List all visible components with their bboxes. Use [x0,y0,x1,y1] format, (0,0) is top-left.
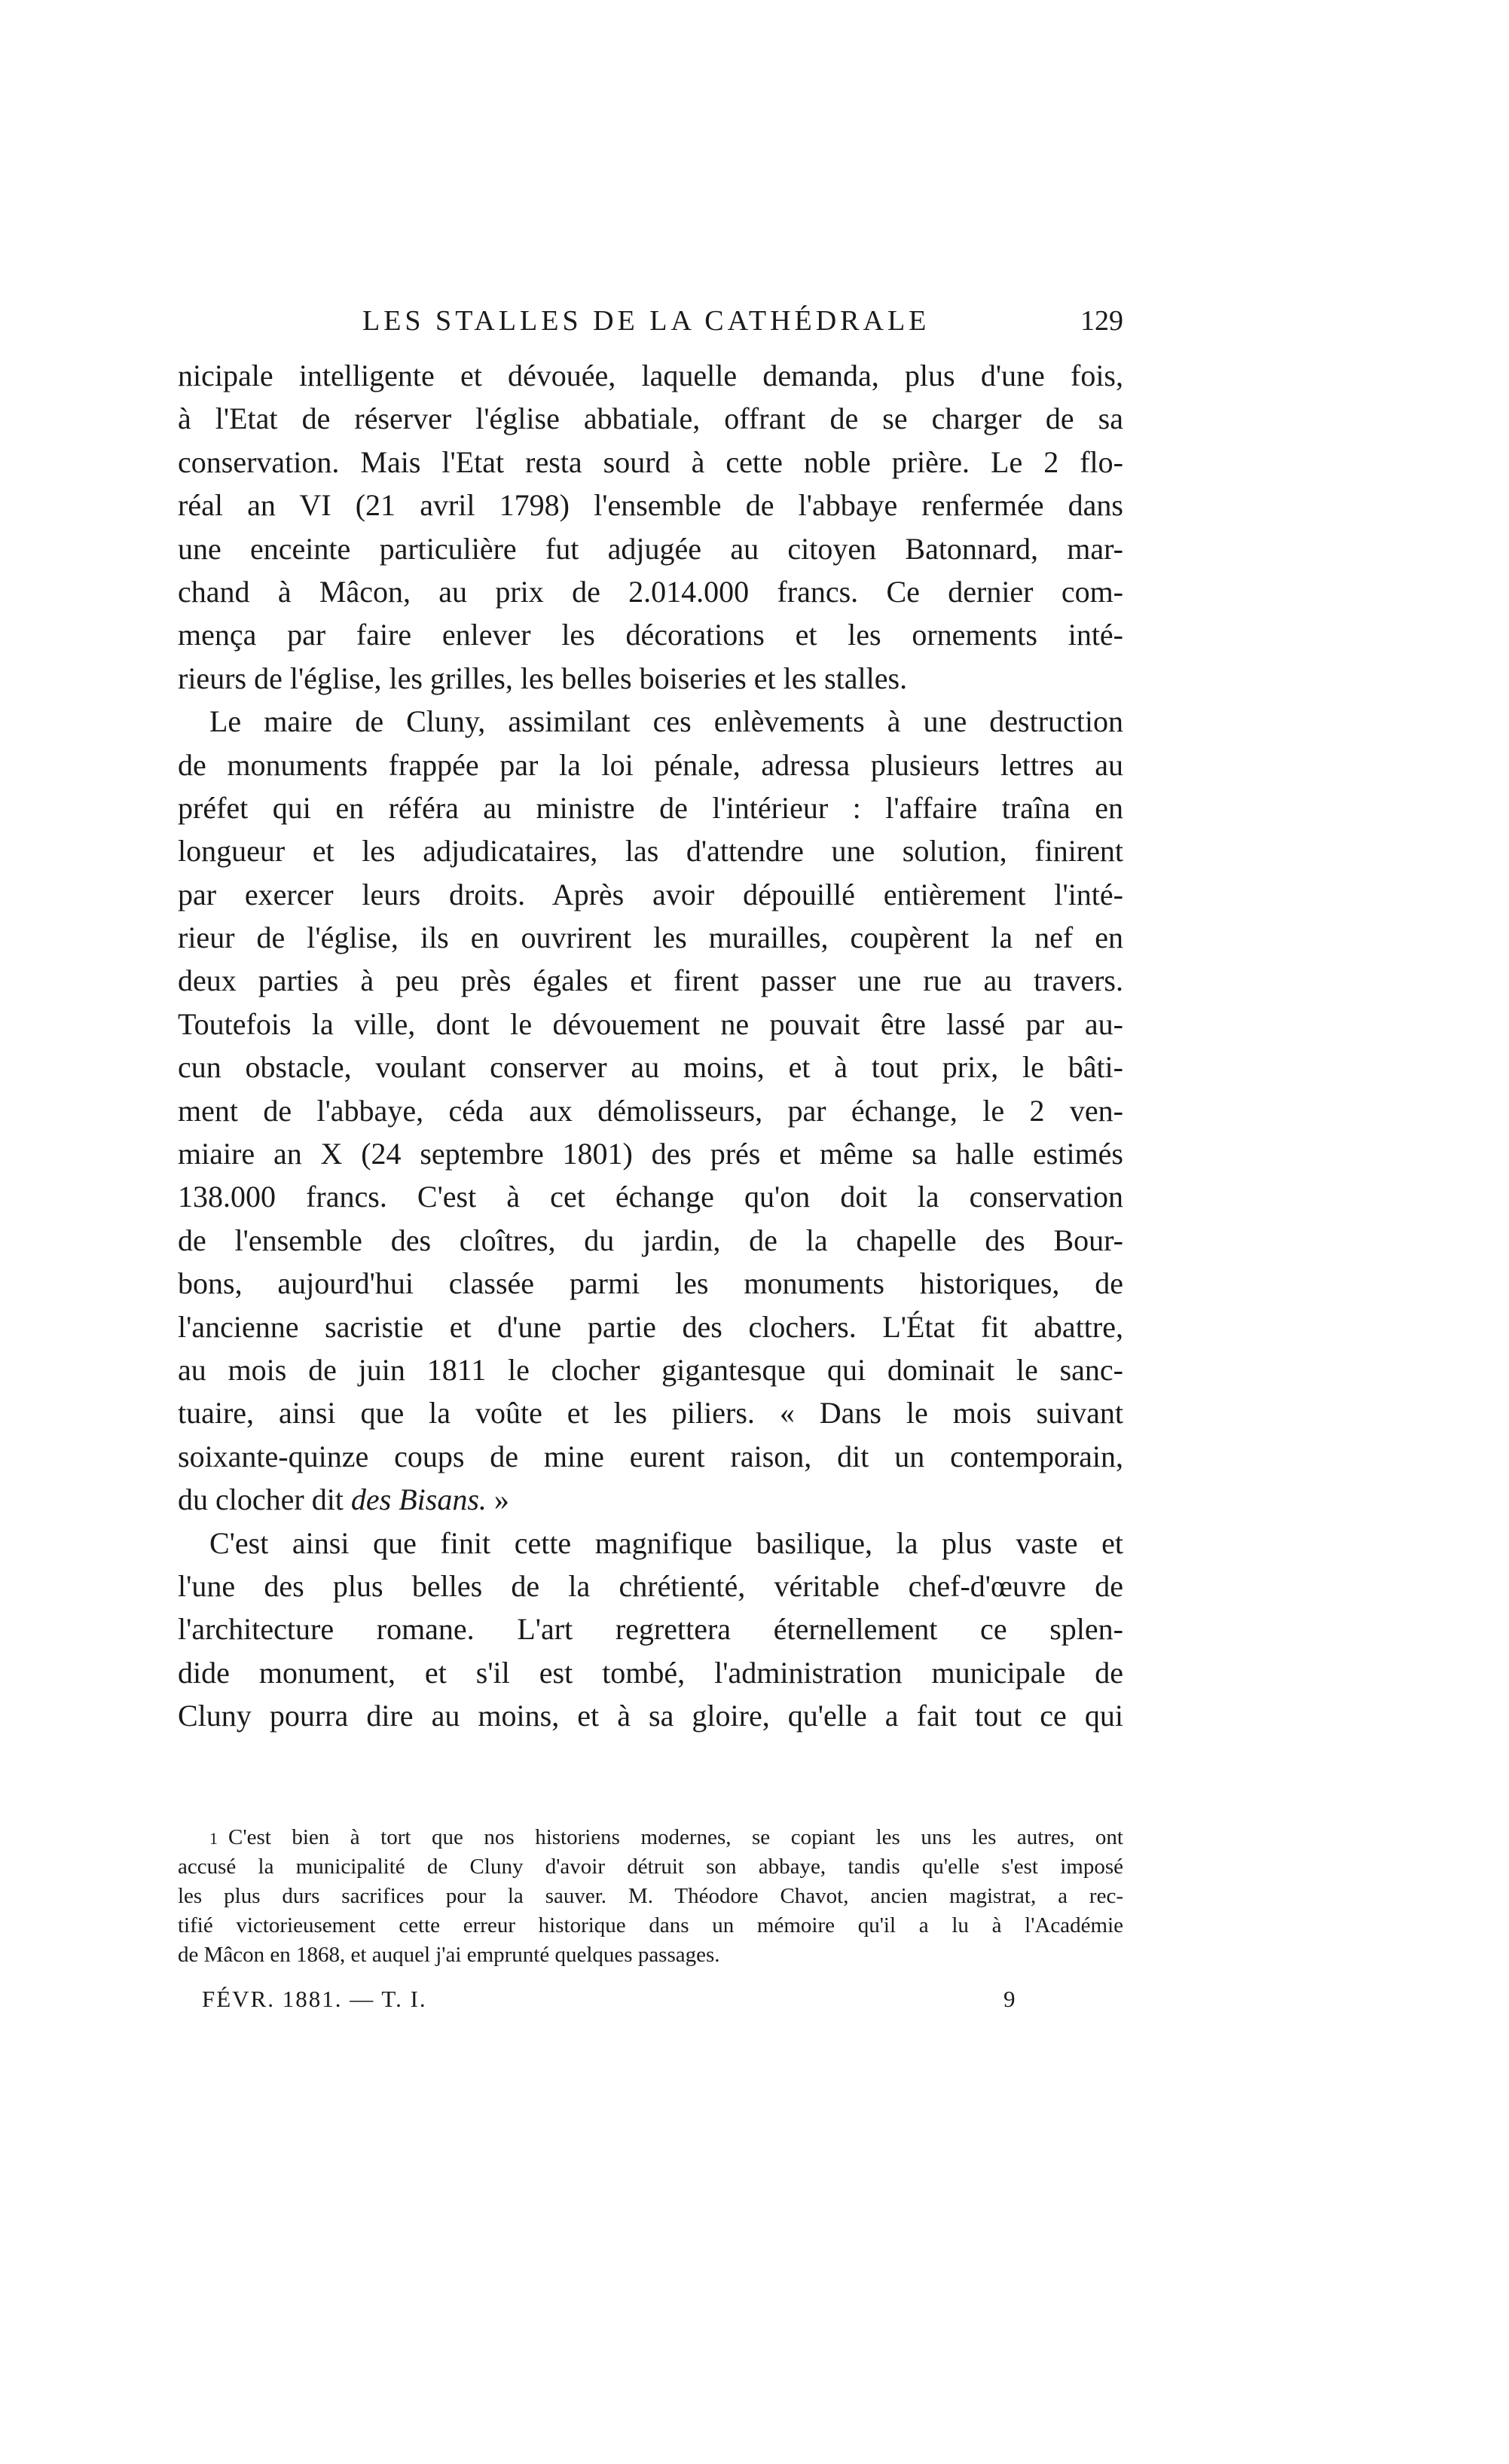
text-line: deux parties à peu près égales et firent passer une rue au travers. [178,963,1123,998]
text-line: bons, aujourd'hui classée parmi les monuments historiques, de [178,1266,1123,1301]
text-line: une enceinte particulière fut adjugée au citoyen Batonnard, mar- [178,531,1123,566]
footnote-line: accusé la municipalité de Cluny d'avoir détruit son abbaye, tandis qu'elle s'est imposé [178,1855,1123,1879]
italic-title: des Bisans. [350,1482,487,1517]
text-line: réal an VI (21 avril 1798) l'ensemble de l'abbaye renfermée dans [178,488,1123,523]
footnote-line [178,1823,1123,1852]
text-line: rieur de l'église, ils en ouvrirent les murailles, coupèrent la nef en [178,921,1123,955]
text-line: l'ancienne sacristie et d'une partie des clochers. L'État fit abattre, [178,1309,1123,1344]
text-line: à l'Etat de réserver l'église abbatiale, offrant de se charger de sa [178,402,1123,436]
text-line: au mois de juin 1811 le clocher gigantesque qui dominait le sanc- [178,1352,1123,1387]
text-line: 138.000 francs. C'est à cet échange qu'on doit la conservation [178,1180,1123,1214]
text-line: Le maire de Cluny, assimilant ces enlèvements à une destruction [209,704,1123,739]
text-line: chand à Mâcon, au prix de 2.014.000 francs. Ce dernier com- [178,574,1123,609]
text-line: C'est ainsi que finit cette magnifique basilique, la plus vaste et [209,1525,1123,1560]
text-fragment: du clocher dit [178,1482,344,1517]
text-line: nicipale intelligente et dévouée, laquelle demanda, plus d'une fois, [178,359,1123,392]
text-line: dide monument, et s'il est tombé, l'administration municipale de [178,1655,1123,1690]
footnote-text: C'est bien à tort que nos historiens modernes, se copiant les uns les autres, ont [228,1825,1123,1849]
text-line: ment de l'abbaye, céda aux démolisseurs, par échange, le 2 ven- [178,1093,1123,1128]
text-line: de l'ensemble des cloîtres, du jardin, de la chapelle des Bour- [178,1223,1123,1257]
text-line: miaire an X (24 septembre 1801) des prés et même sa halle estimés [178,1137,1123,1171]
text-line: l'architecture romane. L'art regrettera éternellement ce splen- [178,1612,1123,1647]
footnote [178,1823,1123,1970]
text-line: l'une des plus belles de la chrétienté, véritable chef-d'œuvre de [178,1568,1123,1603]
footnote-line: les plus durs sacrifices pour la sauver. M. Théodore Chavot, ancien magistrat, a rec- [178,1884,1123,1908]
text-line: rieurs de l'église, les grilles, les belles boiseries et les stalles. [178,661,908,695]
body-text [178,354,1123,1738]
text-line: longueur et les adjudicataires, las d'attendre une solution, finirent [178,834,1123,869]
text-line: soixante-quinze coups de mine eurent raison, dit un contemporain, [178,1439,1123,1473]
text-line: mença par faire enlever les décorations et les ornements inté- [178,618,1123,652]
running-head [178,304,1123,350]
text-line: Cluny pourra dire au moins, et à sa gloire, qu'elle a fait tout ce qui [178,1699,1123,1733]
footnote-line: de Mâcon en 1868, et auquel j'ai emprunté quelques passages. [178,1943,720,1967]
text-line: cun obstacle, voulant conserver au moins, et à tout prix, le bâti- [178,1050,1123,1085]
text-line: tuaire, ainsi que la voûte et les piliers. « Dans le mois suivant [178,1396,1123,1430]
text-line: préfet qui en référa au ministre de l'intérieur : l'affaire traîna en [178,790,1123,825]
printer-signature: FÉVR. 1881. — T. I. [202,1986,427,2012]
sheet-mark: 9 [1003,1986,1016,2012]
running-title: LES STALLES DE LA CATHÉDRALE [362,305,930,337]
closing-quote: » [493,1482,509,1517]
footnote-mark: 1 [209,1829,218,1848]
footnote-line: tifié victorieusement cette erreur historique dans un mémoire qu'il a lu à l'Académie [178,1913,1123,1937]
page-number: 129 [1080,305,1123,337]
text-line: Toutefois la ville, dont le dévouement ne pouvait être lassé par au- [178,1006,1123,1041]
text-line: conservation. Mais l'Etat resta sourd à cette noble prière. Le 2 flo- [178,444,1123,479]
text-line: de monuments frappée par la loi pénale, adressa plusieurs lettres au [178,747,1123,782]
text-line [178,1478,1123,1521]
text-line: par exercer leurs droits. Après avoir dépouillé entièrement l'inté- [178,877,1123,911]
